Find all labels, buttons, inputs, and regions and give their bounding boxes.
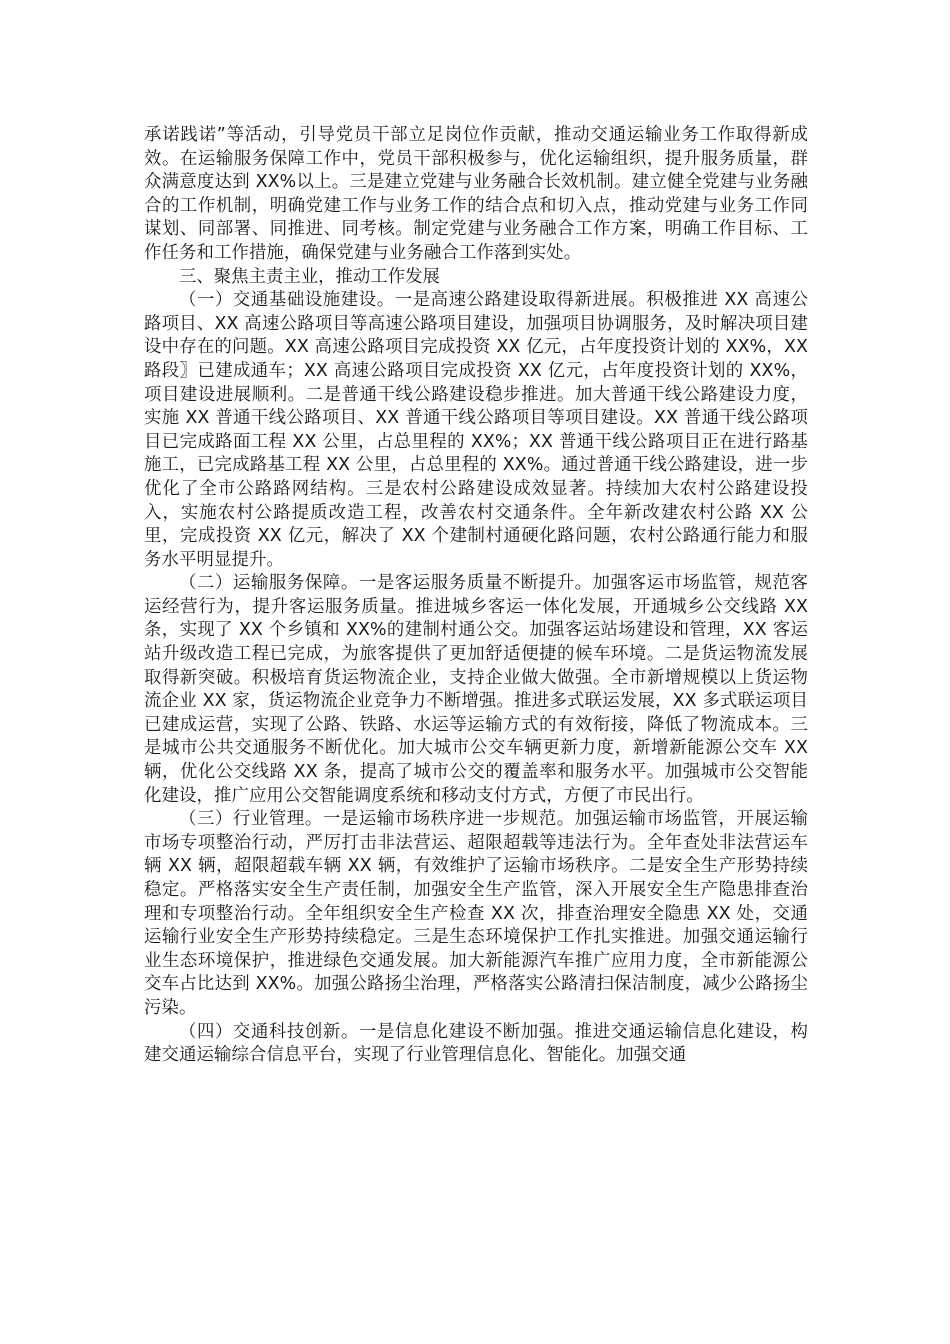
paragraph-transport-service-guarantee: （二）运输服务保障。一是客运服务质量不断提升。加强客运市场监管，规范客运经营行为，提升客运服务质量。推进城乡客运一体化发展，开通城乡公交线路 XX 条，实现了 XX 个乡镇和 XX%的建制村通公交。加强客运站场建设和管理，XX 客运站升级改造工程已完成，为旅客提供了更加舒适便捷的候车环境。二是货运物流发展取得新突破。积极培育货运物流企业，支持企业做大做强。全市新增规模以上货运物流企业 XX 家，货运物流企业竞争力不断增强。推进多式联运发展，XX 多式联运项目已建成运营，实现了公路、铁路、水运等运输方式的有效衔接，降低了物流成本。三是城市公共交通服务不断优化。加大城市公交车辆更新力度，新增新能源公交车 XX 辆，优化公交线路 XX 条，提高了城市公交的覆盖率和服务水平。加强城市公交智能化建设，推广应用公交智能调度系统和移动支付方式，方便了市民出行。 [144, 573, 808, 806]
paragraph-industry-management: （三）行业管理。一是运输市场秩序进一步规范。加强运输市场监管，开展运输市场专项整治行动，严厉打击非法营运、超限超载等违法行为。全年查处非法营运车辆 XX 辆，超限超载车辆 XX 辆，有效维护了运输市场秩序。二是安全生产形势持续稳定。严格落实安全生产责任制，加强安全生产监管，深入开展安全生产隐患排查治理和专项整治行动。全年组织安全生产检查 XX 次，排查治理安全隐患 XX 处，交通运输行业安全生产形势持续稳定。三是生态环境保护工作扎实推进。加强交通运输行业生态环境保护，推进绿色交通发展。加大新能源汽车推广应用力度，全市新能源公交车占比达到 XX%。加强公路扬尘治理，严格落实公路清扫保洁制度，减少公路扬尘污染。 [144, 809, 808, 1018]
paragraph-infrastructure-construction: （一）交通基础设施建设。一是高速公路建设取得新进展。积极推进 XX 高速公路项目、XX 高速公路项目等高速公路项目建设，加强项目协调服务，及时解决项目建设中存在的问题。XX 高速公路项目完成投资 XX 亿元，占年度投资计划的 XX%，XX 路段〗已建成通车；XX 高速公路项目完成投资 XX 亿元，占年度投资计划的 XX%，项目建设进展顺利。二是普通干线公路建设稳步推进。加大普通干线公路建设力度，实施 XX 普通干线公路项目、XX 普通干线公路项目等项目建设。XX 普通干线公路项目已完成路面工程 XX 公里，占总里程的 XX%；XX 普通干线公路项目正在进行路基施工，已完成路基工程 XX 公里，占总里程的 XX%。通过普通干线公路建设，进一步优化了全市公路路网结构。三是农村公路建设成效显著。持续加大农村公路建设投入，实施农村公路提质改造工程，改善农村交通条件。全年新改建农村公路 XX 公里，完成投资 XX 亿元，解决了 XX 个建制村通硬化路问题，农村公路通行能力和服务水平明显提升。 [144, 290, 808, 570]
document-page [144, 124, 808, 1068]
paragraph-party-building-continuation: 承诺践诺”等活动，引导党员干部立足岗位作贡献，推动交通运输业务工作取得新成效。在运输服务保障工作中，党员干部积极参与，优化运输组织，提升服务质量，群众满意度达到 XX%以上。三是建立党建与业务融合长效机制。建立健全党建与业务融合的工作机制，明确党建工作与业务工作的结合点和切入点，推动党建与业务工作同谋划、同部署、同推进、同考核。制定党建与业务融合工作方案，明确工作目标、工作任务和工作措施，确保党建与业务融合工作落到实处。 [144, 125, 808, 263]
paragraph-tech-innovation: （四）交通科技创新。一是信息化建设不断加强。推进交通运输信息化建设，构建交通运输综合信息平台，实现了行业管理信息化、智能化。加强交通 [144, 1021, 808, 1066]
section-heading-focus-main-responsibility: 三、聚焦主责主业，推动工作发展 [179, 266, 440, 287]
